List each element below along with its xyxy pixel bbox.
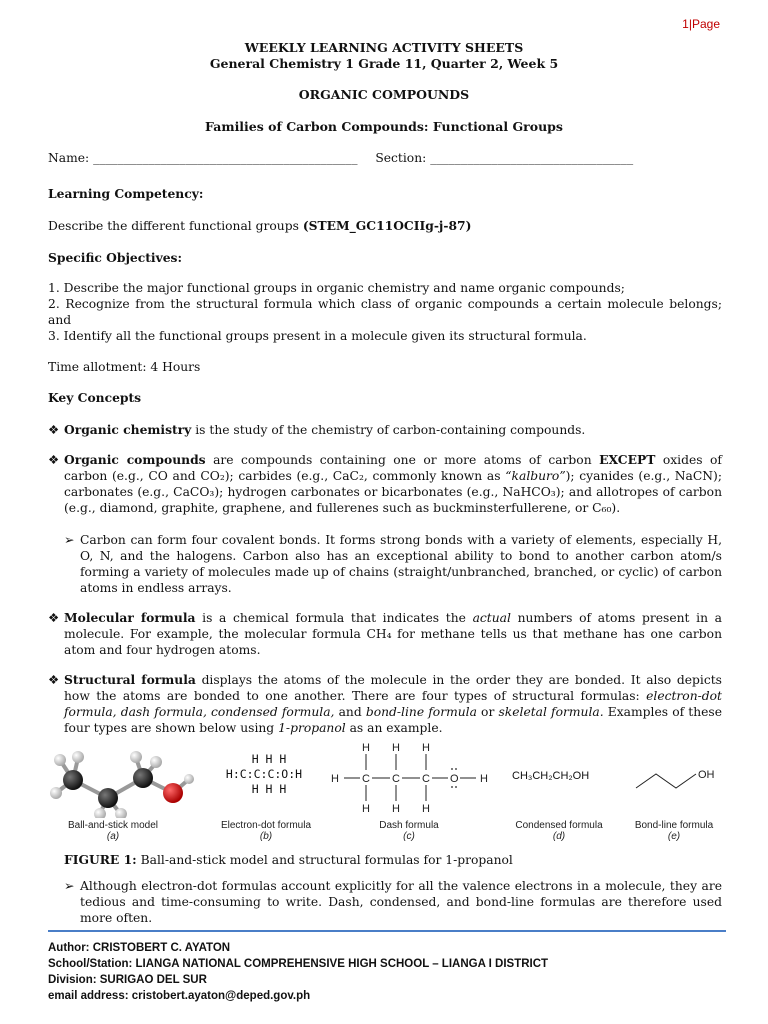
caption-c [354, 820, 464, 842]
dash-h: H [392, 803, 400, 815]
definition-part: oxides of carbon (e.g., CO and CO₂); carbides (e.g., CaC₂, commonly known as [64, 453, 722, 483]
caption-e [624, 820, 724, 842]
caption-e-label: Bond-line formula [634, 820, 714, 831]
definition-part: ); cyanides (e.g., NaCN); carbonates (e.g., CaCO₃); hydrogen carbonates or bicarbonates (e.g., NaHCO₃); and allotropes of carbon (e.g., diamond, graphite, graphene, and fullerenes such as buckminsterfullerene, or C₆₀). [64, 469, 722, 515]
definition-part: numbers of atoms present in a molecule. For example, the molecular formula CH₄ for methane tells us that methane has one carbon atom and four hydrogen atoms. [64, 611, 723, 657]
propanol-term: 1-propanol [278, 721, 346, 735]
dash-c: C [362, 773, 370, 785]
caption-d [504, 820, 614, 842]
definition-part: are compounds containing one or more atoms of carbon [205, 453, 600, 467]
caption-d-letter: (d) [552, 831, 566, 842]
document-subtitle: Families of Carbon Compounds: Functional Groups [205, 119, 563, 134]
concept-organic-compounds [48, 452, 722, 516]
diamond-bullet-icon: ❖ [48, 453, 60, 467]
page-number: 1|Page [682, 17, 720, 31]
objective-item-3: 3. Identify all the functional groups present in a molecule given its structural formula. [48, 329, 587, 343]
caption-b [206, 820, 326, 842]
electron-dot-formula [218, 752, 310, 797]
formula-types: electron-dot formula, dash formula, condensed formula, [64, 689, 722, 719]
name-field[interactable]: ___________________________________________ [93, 151, 358, 165]
term-structural-formula: Structural formula [64, 672, 196, 687]
definition-part: as an example. [345, 721, 443, 735]
definition-part: or [476, 705, 499, 719]
dash-h: H [392, 742, 400, 754]
competency-description: Describe the different functional groups [48, 219, 299, 233]
name-label: Name: [48, 151, 90, 165]
caption-a-label: Ball-and-stick model [67, 820, 159, 831]
footer-school: School/Station: LIANGA NATIONAL COMPREHENSIVE HIGH SCHOOL – LIANGA I DISTRICT [48, 958, 549, 970]
arrow-bullet-icon: ➢ [64, 879, 75, 893]
dash-c: C [392, 773, 400, 785]
dash-h: H [480, 773, 488, 785]
definition-part: Examples of these four types are shown below using [64, 705, 722, 735]
formula-usage-text: Although electron-dot formulas account explicitly for all the valence electrons in a molecule, they are tedious and time-consuming to write. Dash, condensed, and bond-line formulas are therefore used more often. [80, 879, 722, 925]
caption-c-label: Dash formula [379, 820, 439, 831]
condensed-formula: CH₃CH₂CH₂OH [512, 770, 590, 782]
dash-h: H [362, 803, 370, 815]
definition-part: and [334, 705, 366, 719]
footer-division: Division: SURIGAO DEL SUR [48, 974, 207, 986]
figure-caption [64, 852, 513, 867]
term-molecular-formula: Molecular formula [64, 610, 196, 625]
caption-b-letter: (b) [259, 831, 273, 842]
kalburo-term: “kalburo” [505, 469, 566, 483]
ball-and-stick-model [48, 738, 198, 818]
arrow-bullet-icon: ➢ [64, 533, 75, 547]
footer [48, 940, 548, 1004]
time-allotment: Time allotment: 4 Hours [48, 360, 201, 374]
dash-h: H [362, 742, 370, 754]
caption-e-letter: (e) [667, 831, 681, 842]
definition-part: is a chemical formula that indicates the [195, 611, 473, 625]
dash-o: O [450, 773, 459, 785]
dash-c: C [422, 773, 430, 785]
footer-divider [48, 930, 726, 932]
bond-line-oh: OH [698, 769, 715, 781]
bond-line-formula [632, 758, 722, 798]
competency-text [48, 218, 722, 234]
propanol-figure [48, 738, 728, 848]
carbon-bonding-note [64, 532, 722, 596]
objective-item-1: 1. Describe the major functional groups in organic chemistry and name organic compounds; [48, 281, 625, 295]
section-label: Section: [375, 151, 427, 165]
caption-a-letter: (a) [106, 831, 120, 842]
term-organic-compounds: Organic compounds [64, 452, 206, 467]
header-line2: General Chemistry 1 Grade 11, Quarter 2, Week 5 [209, 56, 559, 71]
competency-heading: Learning Competency: [48, 186, 204, 201]
key-concepts-heading: Key Concepts [48, 390, 142, 405]
skeletal-term: skeletal formula. [498, 705, 604, 719]
dash-h: H [422, 742, 430, 754]
dash-formula [326, 738, 496, 818]
except-keyword: EXCEPT [599, 452, 656, 467]
formula-usage-note [64, 878, 722, 926]
edot-middle-row: H:C:C:C:O:H [225, 767, 303, 781]
edot-top-row: H H H [251, 752, 287, 766]
dash-h: H [331, 773, 339, 785]
figure-caption-label: FIGURE 1: [64, 852, 137, 867]
diamond-bullet-icon: ❖ [48, 673, 60, 687]
name-section-row [48, 150, 722, 166]
definition-part: displays the atoms of the molecule in the order they are bonded. It also depicts how the atoms are bonded to one another. There are four types of structural formulas: [64, 673, 722, 703]
concept-structural-formula [48, 672, 722, 736]
caption-c-letter: (c) [403, 831, 415, 842]
section-field[interactable]: _________________________________ [430, 151, 634, 165]
bond-line-term: bond-line formula [365, 705, 477, 719]
objective-item-2: 2. Recognize from the structural formula which class of organic compounds a certain molecule belongs; and [48, 297, 722, 327]
definition-organic-chemistry: is the study of the chemistry of carbon-containing compounds. [191, 423, 586, 437]
footer-email[interactable]: email address: cristobert.ayaton@deped.gov.ph [48, 990, 311, 1002]
dash-h: H [422, 803, 430, 815]
header-line1: WEEKLY LEARNING ACTIVITY SHEETS [244, 40, 524, 55]
concept-organic-chemistry [48, 422, 722, 438]
carbon-bonding-text: Carbon can form four covalent bonds. It forms strong bonds with a variety of elements, especially H, O, N, and the halogens. Carbon also has an exceptional ability to bond to another carbon atom/s forming a variety of molecules made up of chains (straight/unbranched, branched, or cyclic) of carbon atoms in endless arrays. [80, 533, 722, 595]
term-organic-chemistry: Organic chemistry [64, 422, 192, 437]
actual-emphasis: actual [472, 611, 511, 625]
competency-code: (STEM_GC11OCIIg-j-87) [302, 218, 472, 233]
diamond-bullet-icon: ❖ [48, 423, 60, 437]
caption-d-label: Condensed formula [515, 820, 603, 831]
edot-bottom-row: H H H [251, 782, 287, 796]
caption-a [48, 820, 178, 842]
objectives-heading: Specific Objectives: [48, 250, 183, 265]
document-title: ORGANIC COMPOUNDS [298, 87, 470, 102]
footer-author: Author: CRISTOBERT C. AYATON [48, 942, 231, 954]
caption-b-label: Electron-dot formula [220, 820, 312, 831]
concept-molecular-formula [48, 610, 722, 658]
figure-caption-text: Ball-and-stick model and structural formulas for 1-propanol [136, 853, 513, 867]
diamond-bullet-icon: ❖ [48, 611, 60, 625]
